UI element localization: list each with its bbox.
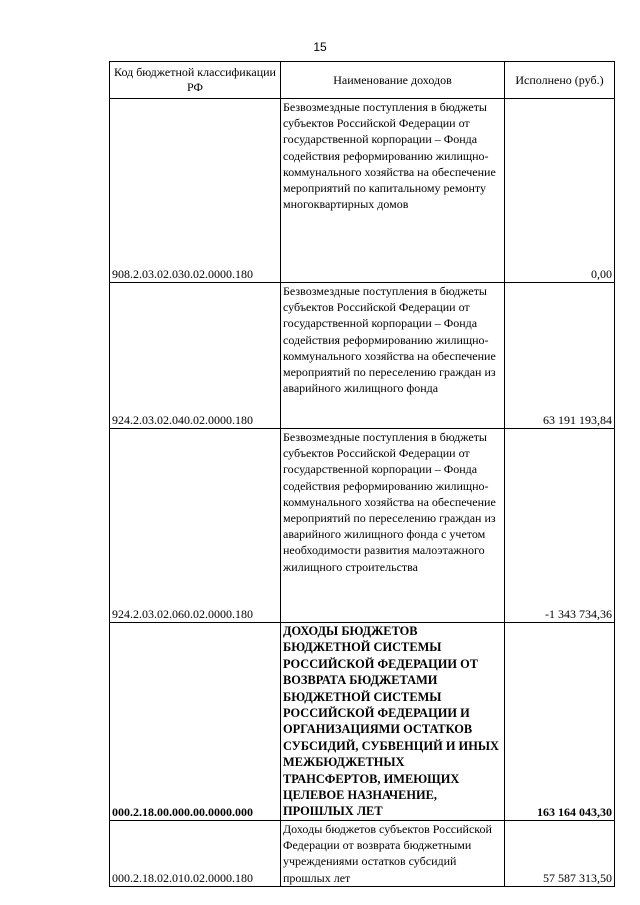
row-sum: 163 164 043,30 — [505, 623, 615, 821]
table-row — [110, 821, 615, 887]
row-name: Доходы бюджетов субъектов Российской Федерации от возврата бюджетными учреждениями остатков субсидий прошлых лет — [281, 821, 505, 887]
row-code: 000.2.18.02.010.02.0000.180 — [110, 821, 281, 887]
header-code: Код бюджетной классификации РФ — [110, 62, 281, 99]
header-sum: Исполнено (руб.) — [505, 62, 615, 99]
header-name: Наименование доходов — [281, 62, 505, 99]
income-table — [109, 61, 615, 887]
row-code: 924.2.03.02.040.02.0000.180 — [110, 283, 281, 429]
row-sum: 0,00 — [505, 99, 615, 283]
table-row — [110, 283, 615, 429]
row-sum: 63 191 193,84 — [505, 283, 615, 429]
row-code: 000.2.18.00.000.00.0000.000 — [110, 623, 281, 821]
table-row — [110, 99, 615, 283]
row-name: Безвозмездные поступления в бюджеты субъектов Российской Федерации от государственной корпорации – Фонда содействия реформированию жилищно-коммунального хозяйства на обеспечение мероприятий по переселению граждан из аварийного жилищного фонда — [281, 283, 505, 429]
row-code: 924.2.03.02.060.02.0000.180 — [110, 429, 281, 623]
page-number: 15 — [313, 40, 327, 54]
row-name: ДОХОДЫ БЮДЖЕТОВ БЮДЖЕТНОЙ СИСТЕМЫ РОССИЙСКОЙ ФЕДЕРАЦИИ ОТ ВОЗВРАТА БЮДЖЕТАМИ БЮДЖЕТНОЙ СИСТЕМЫ РОССИЙСКОЙ ФЕДЕРАЦИИ И ОРГАНИЗАЦИЯМИ ОСТАТКОВ СУБСИДИЙ, СУБВЕНЦИЙ И ИНЫХ МЕЖБЮДЖЕТНЫХ ТРАНСФЕРТОВ, ИМЕЮЩИХ ЦЕЛЕВОЕ НАЗНАЧЕНИЕ, ПРОШЛЫХ ЛЕТ — [281, 623, 505, 821]
row-name: Безвозмездные поступления в бюджеты субъектов Российской Федерации от государственной корпорации – Фонда содействия реформированию жилищно-коммунального хозяйства на обеспечение мероприятий по переселению граждан из аварийного жилищного фонда с учетом необходимости развития малоэтажного жилищного строительства — [281, 429, 505, 623]
table-row — [110, 429, 615, 623]
row-code: 908.2.03.02.030.02.0000.180 — [110, 99, 281, 283]
row-sum: 57 587 313,50 — [505, 821, 615, 887]
row-sum: -1 343 734,36 — [505, 429, 615, 623]
table-header-row — [110, 62, 615, 99]
row-name: Безвозмездные поступления в бюджеты субъектов Российской Федерации от государственной корпорации – Фонда содействия реформированию жилищно-коммунального хозяйства на обеспечение мероприятий по капитальному ремонту многоквартирных домов — [281, 99, 505, 283]
table-row — [110, 623, 615, 821]
